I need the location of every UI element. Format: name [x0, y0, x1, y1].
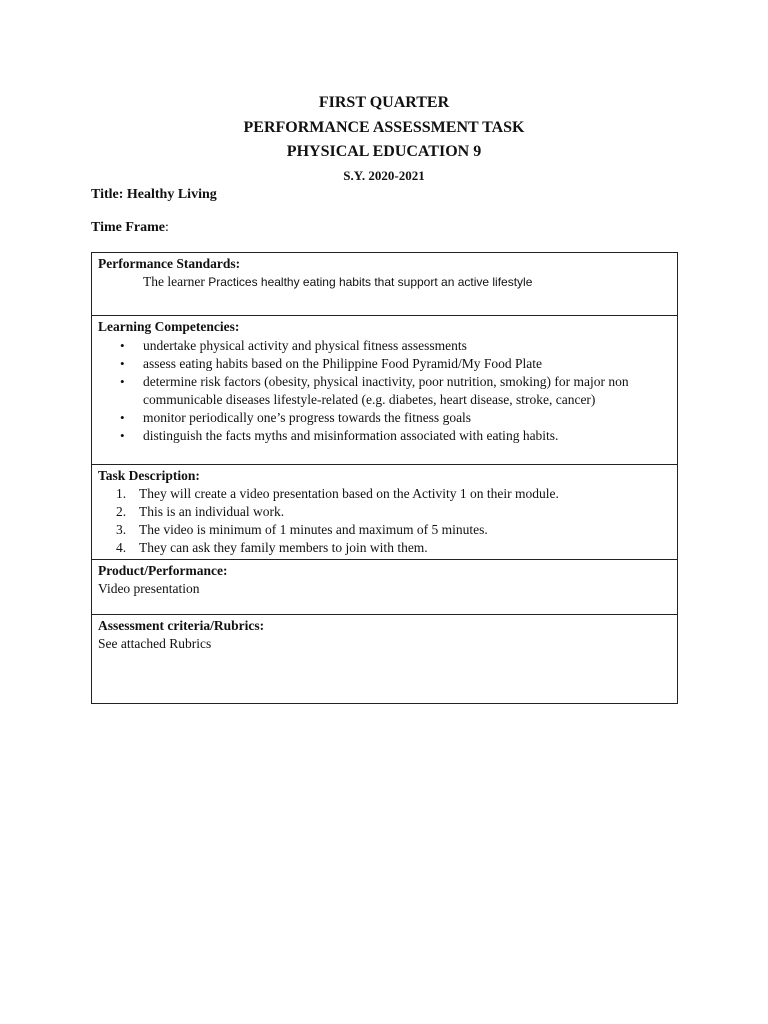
competency-text: undertake physical activity and physical fitness assessments: [143, 338, 467, 353]
list-item: [120, 373, 671, 409]
performance-standards-lead: The learner: [143, 274, 205, 289]
competencies-list: [98, 337, 671, 445]
time-frame-colon: :: [165, 220, 169, 235]
step-number: 3.: [116, 522, 127, 537]
time-frame-row: [91, 219, 169, 237]
task-description-row: [92, 465, 678, 560]
performance-standards-label: Performance Standards:: [98, 256, 241, 271]
step-text: This is an individual work.: [139, 504, 285, 519]
performance-standards-cell: [92, 253, 678, 316]
task-description-cell: [92, 465, 678, 560]
step-text: They can ask they family members to join with them.: [139, 540, 428, 555]
header-school-year: S.Y. 2020-2021: [343, 168, 425, 183]
header-assessment-task: PERFORMANCE ASSESSMENT TASK: [243, 119, 525, 136]
title-value: Healthy Living: [126, 187, 217, 202]
bullet-dot-icon: •: [120, 338, 125, 353]
bullet-dot-icon: •: [120, 356, 125, 371]
step-number: 4.: [116, 540, 127, 555]
task-steps-list: [98, 485, 671, 557]
assessment-criteria-row: [92, 615, 678, 704]
assessment-criteria-value: See attached Rubrics: [98, 636, 212, 651]
competency-text: monitor periodically one’s progress towards the fitness goals: [143, 410, 472, 425]
list-item: [120, 355, 671, 373]
learning-competencies-cell: [92, 316, 678, 465]
performance-standards-text: [98, 273, 671, 291]
title-label: Title:: [91, 187, 124, 202]
assessment-criteria-label: Assessment criteria/Rubrics:: [98, 618, 265, 633]
competency-text: assess eating habits based on the Philippine Food Pyramid/My Food Plate: [143, 356, 542, 371]
title-row: [91, 186, 217, 204]
assessment-table: [91, 252, 678, 704]
competency-text: distinguish the facts myths and misinformation associated with eating habits.: [143, 428, 559, 443]
list-item: [116, 503, 671, 521]
learning-competencies-label: Learning Competencies:: [98, 319, 240, 334]
bullet-dot-icon: •: [120, 374, 125, 389]
list-item: [120, 427, 671, 445]
performance-standards-row: [92, 253, 678, 316]
time-frame-label: Time Frame: [91, 220, 165, 235]
task-description-label: Task Description:: [98, 468, 200, 483]
product-performance-row: [92, 560, 678, 615]
list-item: [116, 485, 671, 503]
step-text: They will create a video presentation based on the Activity 1 on their module.: [139, 486, 559, 501]
list-item: [120, 409, 671, 427]
step-number: 2.: [116, 504, 127, 519]
learning-competencies-row: [92, 316, 678, 465]
list-item: [116, 521, 671, 539]
list-item: [116, 539, 671, 557]
header-subject: PHYSICAL EDUCATION 9: [286, 143, 482, 160]
step-number: 1.: [116, 486, 127, 501]
performance-standards-statement: Practices healthy eating habits that support an active lifestyle: [208, 275, 533, 289]
product-performance-cell: [92, 560, 678, 615]
assessment-criteria-cell: [92, 615, 678, 704]
product-performance-value: Video presentation: [98, 581, 200, 596]
header-quarter: FIRST QUARTER: [318, 94, 450, 111]
list-item: [120, 337, 671, 355]
competency-text: determine risk factors (obesity, physical inactivity, poor nutrition, smoking) for major non communicable diseases lifestyle-related (e.g. diabetes, heart disease, stroke, cancer): [143, 374, 629, 407]
bullet-dot-icon: •: [120, 410, 125, 425]
step-text: The video is minimum of 1 minutes and maximum of 5 minutes.: [139, 522, 488, 537]
bullet-dot-icon: •: [120, 428, 125, 443]
product-performance-label: Product/Performance:: [98, 563, 228, 578]
